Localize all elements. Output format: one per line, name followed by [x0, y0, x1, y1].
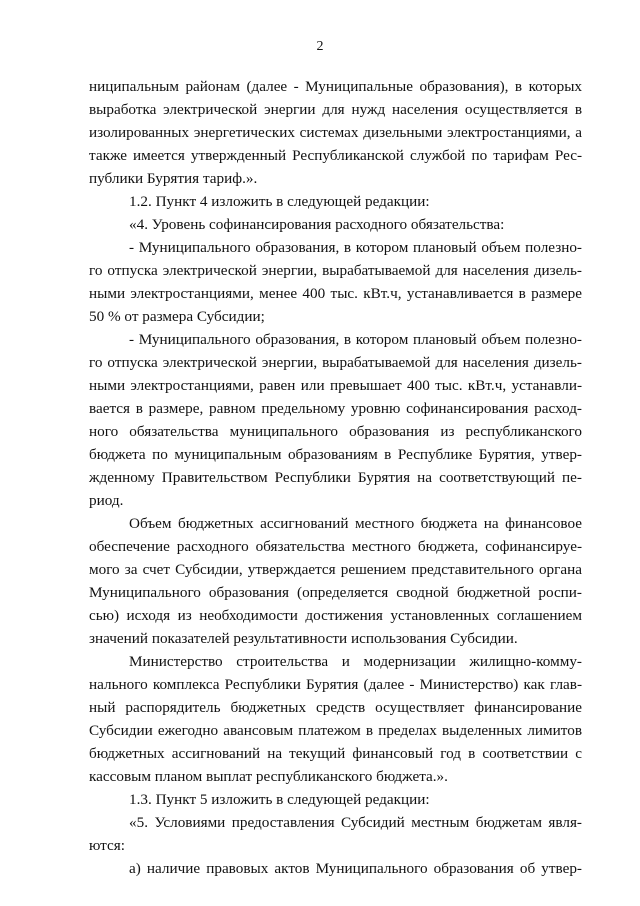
text-line: риод.: [89, 492, 124, 509]
text-line: публики Бурятия тариф.».: [89, 170, 258, 187]
text-line: ный распорядитель бюджетных средств осуществляет финансирование: [89, 699, 582, 716]
text-line: а) наличие правовых актов Муниципального образования об утвер-: [129, 860, 582, 877]
text-line: ного обязательства муниципального образования из республиканского: [89, 423, 582, 440]
document-body: [89, 75, 582, 880]
text-line: ными электростанциями, равен или превышает 400 тыс. кВт.ч, устанавли-: [89, 377, 582, 394]
text-line: Объем бюджетных ассигнований местного бюджета на финансовое: [129, 515, 582, 532]
text-line: «5. Условиями предоставления Субсидий местным бюджетам явля-: [129, 814, 582, 831]
text-line: бюджета по муниципальным образованиям в Республике Бурятия, утвер-: [89, 446, 582, 463]
text-line: нального комплекса Республики Бурятия (далее - Министерство) как глав-: [89, 676, 582, 693]
text-line: жденному Правительством Республики Бурятия на соответствующий пе-: [89, 469, 582, 486]
text-line: ными электростанциями, менее 400 тыс. кВт.ч, устанавливается в размере: [89, 285, 582, 302]
text-line: бюджетных ассигнований на текущий финансовый год в соответствии с: [89, 745, 582, 762]
text-line: значений показателей результативности использования Субсидии.: [89, 630, 518, 647]
text-line: «4. Уровень софинансирования расходного обязательства:: [129, 216, 505, 233]
text-line: Министерство строительства и модернизации жилищно-комму-: [129, 653, 582, 670]
text-line: Муниципального образования (определяется сводной бюджетной роспи-: [89, 584, 582, 601]
text-line: 1.2. Пункт 4 изложить в следующей редакции:: [129, 193, 430, 210]
text-line: мого за счет Субсидии, утверждается решением представительного органа: [89, 561, 582, 578]
text-line: го отпуска электрической энергии, вырабатываемой для населения дизель-: [89, 354, 582, 371]
text-line: также имеется утвержденный Республиканской службой по тарифам Рес-: [89, 147, 582, 164]
text-line: вается в размере, равном предельному уровню софинансирования расход-: [89, 400, 582, 417]
text-line: выработка электрической энергии для нужд населения осуществляется в: [89, 101, 582, 118]
text-line: - Муниципального образования, в котором плановый объем полезно-: [129, 239, 582, 256]
page-number: 2: [316, 39, 324, 54]
text-line: обеспечение расходного обязательства местного бюджета, софинансируе-: [89, 538, 582, 555]
text-line: ниципальным районам (далее - Муниципальные образования), в которых: [89, 78, 582, 95]
text-line: сью) исходя из необходимости достижения установленных соглашением: [89, 607, 582, 624]
text-line: изолированных энергетических системах дизельными электростанциями, а: [89, 124, 582, 141]
text-line: Субсидии ежегодно авансовым платежом в пределах выделенных лимитов: [89, 722, 582, 739]
text-line: го отпуска электрической энергии, вырабатываемой для населения дизель-: [89, 262, 582, 279]
text-line: 1.3. Пункт 5 изложить в следующей редакции:: [129, 791, 430, 808]
text-line: кассовым планом выплат республиканского бюджета.».: [89, 768, 448, 785]
text-line: ются:: [89, 837, 125, 854]
text-line: - Муниципального образования, в котором плановый объем полезно-: [129, 331, 582, 348]
text-line: 50 % от размера Субсидии;: [89, 308, 265, 325]
